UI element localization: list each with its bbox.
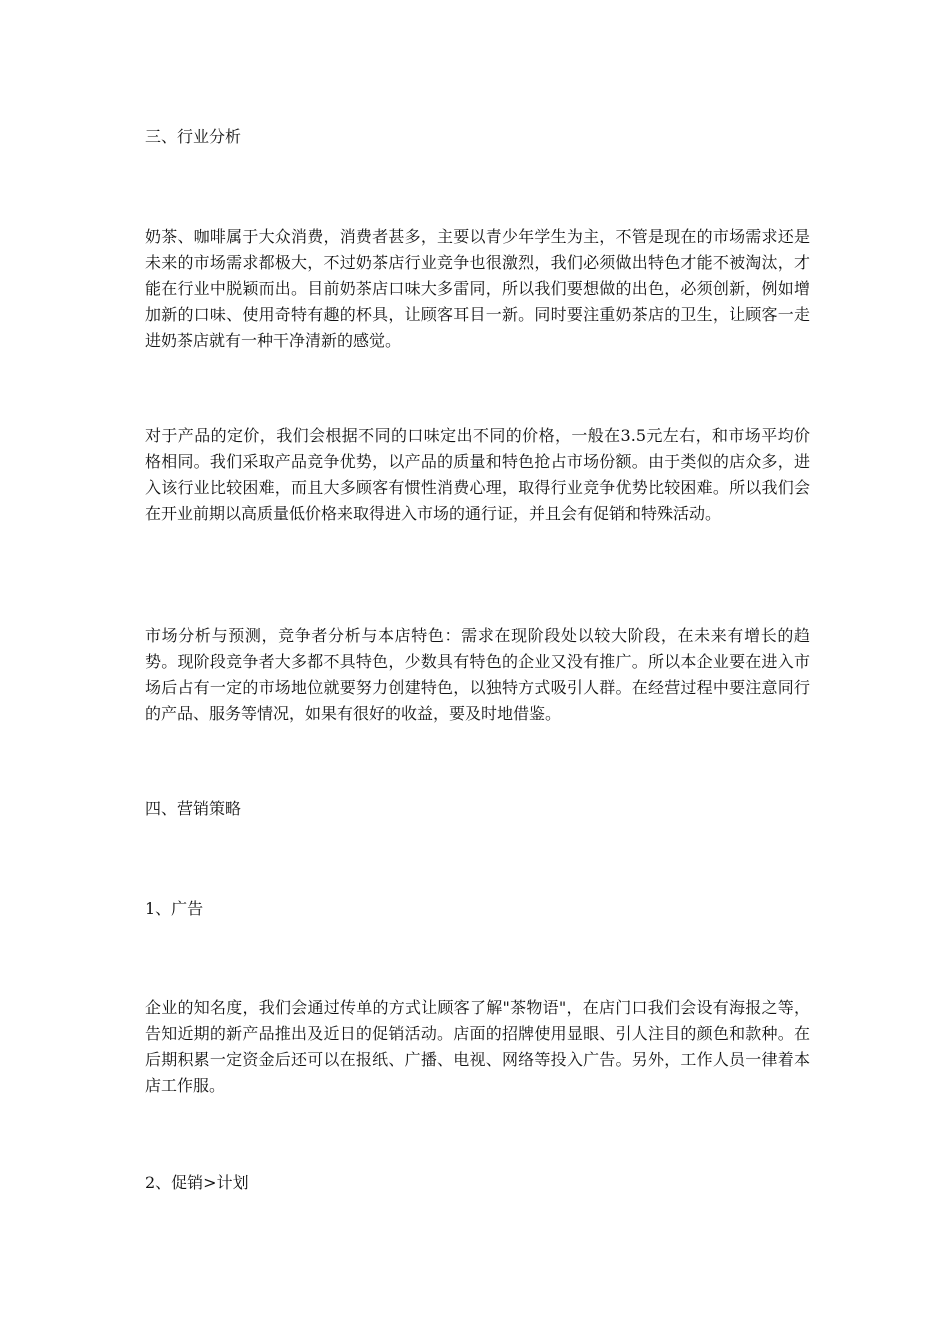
section-heading-industry-analysis: 三、行业分析 [145, 127, 242, 146]
paragraph-pricing: 对于产品的定价，我们会根据不同的口味定出不同的价格，一般在3.5元左右，和市场平均价格相同。我们采取产品竞争优势，以产品的质量和特色抢占市场份额。由于类似的店众多，进入该行业比较困难，而且大多顾客有惯性消费心理，取得行业竞争优势比较困难。所以我们会在开业前期以高质量低价格来取得进入市场的通行证，并且会有促销和特殊活动。 [145, 426, 810, 523]
section-heading-marketing-strategy: 四、营销策略 [145, 799, 242, 818]
subheading-promotion-plan: 2、促销>计划 [145, 1173, 249, 1192]
paragraph-competition-analysis: 市场分析与预测，竞争者分析与本店特色：需求在现阶段处以较大阶段，在未来有增长的趋势。现阶段竞争者大多都不具特色，少数具有特色的企业又没有推广。所以本企业要在进入市场后占有一定的市场地位就要努力创建特色，以独特方式吸引人群。在经营过程中要注意同行的产品、服务等情况，如果有很好的收益，要及时地借鉴。 [145, 626, 810, 723]
subheading-advertising: 1、广告 [145, 899, 204, 918]
paragraph-advertising: 企业的知名度，我们会通过传单的方式让顾客了解"茶物语"，在店门口我们会设有海报之等，告知近期的新产品推出及近日的促销活动。店面的招牌使用显眼、引人注目的颜色和款种。在后期积累一定资金后还可以在报纸、广播、电视、网络等投入广告。另外，工作人员一律着本店工作服。 [145, 998, 810, 1095]
paragraph-market-overview: 奶茶、咖啡属于大众消费，消费者甚多，主要以青少年学生为主，不管是现在的市场需求还是未来的市场需求都极大，不过奶茶店行业竞争也很激烈，我们必须做出特色才能不被淘汰，才能在行业中脱颖而出。目前奶茶店口味大多雷同，所以我们要想做的出色，必须创新，例如增加新的口味、使用奇特有趣的杯具，让顾客耳目一新。同时要注重奶茶店的卫生，让顾客一走进奶茶店就有一种干净清新的感觉。 [145, 227, 810, 350]
